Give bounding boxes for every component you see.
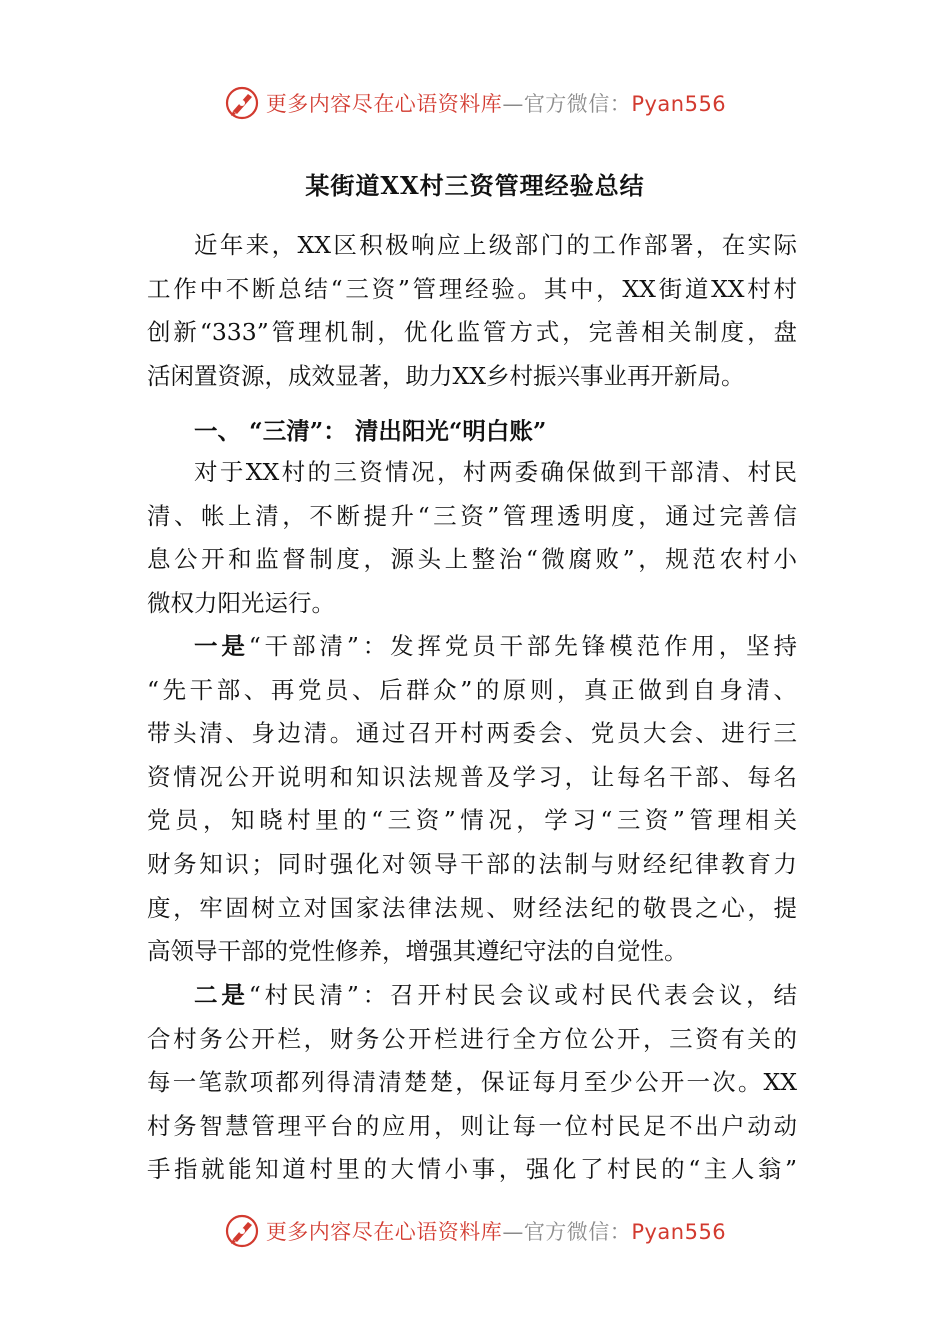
pen-circle-icon (224, 1213, 260, 1249)
paragraph-line: 资情况公开说明和知识法规普及学习，让每名干部、每名 (147, 762, 797, 791)
point-lead-line (147, 974, 797, 1018)
paragraph-line: 手指就能知道村里的大情小事，强化了村民的“主人翁” (147, 1155, 797, 1184)
paragraph-line: 党员，知晓村里的“三资”情况，学习“三资”管理相关 (147, 806, 797, 835)
banner-official: 官方微信： (523, 1220, 632, 1244)
paragraph-line: “先干部、再党员、后群众”的原则，真正做到自身清、 (147, 675, 797, 704)
point-lead-line (147, 625, 797, 669)
point-lead: 二是 (194, 981, 249, 1009)
paragraph-line: 对于XX村的三资情况，村两委确保做到干部清、村民 (194, 458, 797, 486)
point-lead-text: “干部清”：发挥党员干部先锋模范作用，坚持 (248, 632, 798, 660)
intro-line: 活闲置资源，成效显著，助力XX乡村振兴事业再开新局。 (147, 361, 745, 390)
intro-line: 创新“333”管理机制，优化监管方式，完善相关制度，盘 (147, 318, 797, 347)
banner-text (266, 1216, 726, 1246)
paragraph-line: 度，牢固树立对国家法律法规、财经法纪的敬畏之心，提 (147, 893, 797, 922)
footer-watermark-banner (0, 1206, 950, 1256)
paragraph-line: 微权力阳光运行。 (147, 588, 335, 617)
banner-wechat: Pyan556 (631, 92, 727, 116)
paragraph-line: 财务知识；同时强化对领导干部的法制与财经纪律教育力 (147, 849, 797, 878)
document-title: 某街道XX村三资管理经验总结 (305, 171, 645, 200)
paragraph-line: 高领导干部的党性修养，增强其遵纪守法的自觉性。 (147, 937, 688, 966)
banner-brand: 更多内容尽在心语资料库 (265, 1220, 503, 1244)
paragraph-line: 清、帐上清，不断提升“三资”管理透明度，通过完善信 (147, 501, 797, 530)
pen-circle-icon (224, 85, 260, 121)
point-lead: 一是 (194, 632, 249, 660)
header-watermark-banner (0, 78, 950, 128)
banner-text (266, 88, 726, 118)
intro-line: 近年来，XX区积极响应上级部门的工作部署，在实际 (194, 231, 797, 259)
banner-brand: 更多内容尽在心语资料库 (265, 92, 503, 116)
paragraph-line: 村务智慧管理平台的应用，则让每一位村民足不出户动动 (147, 1111, 797, 1140)
paragraph-line: 息公开和监督制度，源头上整治“微腐败”，规范农村小 (147, 545, 797, 574)
intro-paragraph (147, 224, 797, 398)
point-1-paragraph (147, 625, 797, 974)
banner-official: 官方微信： (523, 92, 632, 116)
paragraph-line: 合村务公开栏，财务公开栏进行全方位公开，三资有关的 (147, 1024, 797, 1053)
point-lead-text: “村民清”：召开村民会议或村民代表会议，结 (248, 981, 798, 1009)
section-1 (147, 410, 797, 454)
intro-line: 工作中不断总结“三资”管理经验。其中，XX街道XX村村 (147, 274, 797, 303)
paragraph-line: 每一笔款项都列得清清楚楚，保证每月至少公开一次。XX (147, 1068, 797, 1097)
paragraph-line: 带头清、身边清。通过召开村两委会、党员大会、进行三 (147, 719, 797, 748)
section-heading: 一、 “三清”： 清出阳光“明白账” (194, 417, 547, 445)
banner-wechat: Pyan556 (631, 1220, 727, 1244)
section-1-paragraph (147, 451, 797, 625)
banner-dash: — (502, 92, 524, 116)
point-2-paragraph (147, 974, 797, 1192)
banner-dash: — (502, 1220, 524, 1244)
